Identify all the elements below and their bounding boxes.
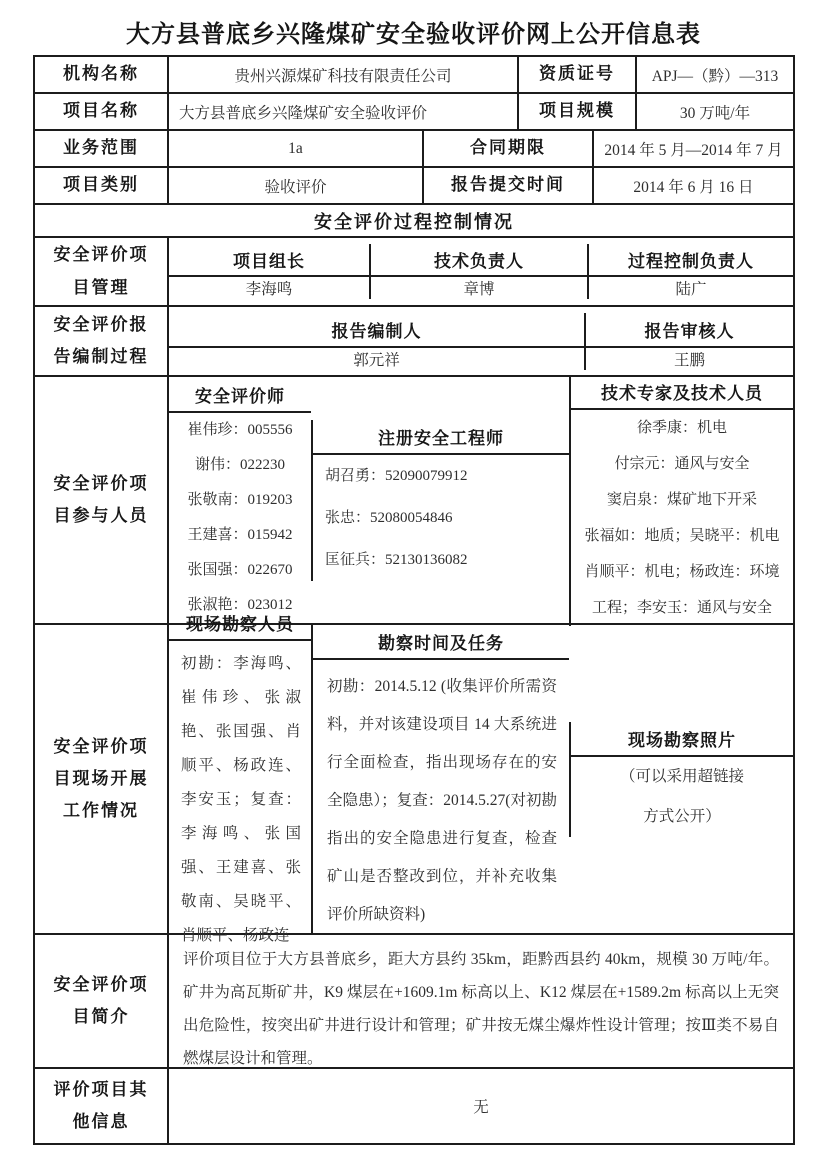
photos-note: （可以采用超链接 方式公开）	[619, 767, 744, 825]
summary-cell	[167, 935, 793, 1067]
site-col-schedule	[311, 625, 569, 934]
org-name-label: 机构名称	[63, 64, 139, 84]
tech-lead-value: 章博	[463, 281, 495, 298]
page-title: 大方县普底乡兴隆煤矿安全验收评价网上公开信息表	[126, 22, 701, 48]
report-author-header: 报告编制人	[169, 313, 584, 348]
report-reviewer-value: 王鹏	[673, 351, 705, 369]
table-row-org	[35, 57, 793, 94]
project-name-value: 大方县普底乡兴隆煤矿安全验收评价	[167, 94, 517, 129]
report-col-reviewer	[584, 313, 793, 370]
contract-period-value: 2014 年 5 月—2014 年 7 月	[592, 131, 793, 166]
table-row-site-work	[35, 614, 793, 944]
table-row-scope	[35, 131, 793, 168]
other-info-label: 评价项目其 他信息	[53, 1079, 149, 1131]
process-control-header: 过程控制负责人	[589, 244, 793, 277]
project-scale-label: 项目规模	[517, 94, 635, 129]
surveyors-text: 初勘：李海鸣、崔伟珍、张淑艳、张国强、肖顺平、杨政连、李安玉；复查：李海鸣、张国强、王建喜、张敬南、吴晓平、肖顺平、杨政连	[181, 654, 301, 944]
project-category-value: 验收评价	[167, 168, 422, 203]
management-col-process	[587, 244, 793, 299]
participants-col-engineers	[311, 420, 569, 581]
report-columns	[167, 307, 793, 375]
participants-col-experts	[569, 375, 793, 626]
table-row-management	[35, 238, 793, 307]
experts-header: 技术专家及技术人员	[571, 375, 793, 410]
site-work-columns	[167, 614, 793, 944]
cert-no-value: APJ—（黔）—313	[635, 57, 793, 92]
site-work-label: 安全评价项 目现场开展 工作情况	[53, 736, 149, 821]
management-label: 安全评价项 目管理	[53, 245, 149, 297]
table-row-report	[35, 307, 793, 377]
table-row-category	[35, 168, 793, 205]
management-col-leader	[169, 244, 369, 299]
section-title: 安全评价过程控制情况	[314, 211, 514, 232]
table-row-participants	[35, 377, 793, 625]
participants-label: 安全评价项 目参与人员	[53, 473, 149, 525]
evaluators-header: 安全评价师	[169, 378, 311, 413]
photos-header: 现场勘察照片	[571, 722, 793, 757]
schedule-text: 初勘：2014.5.12 (收集评价所需资料，并对该建设项目 14 大系统进行全面检查，指出现场存在的安全隐患）；复查：2014.5.27(对初勘指出的安全隐患进行复查，检查矿山是否整改到位，并补充收集评价所缺资料)	[327, 677, 557, 923]
participants-col-evaluators	[169, 378, 311, 623]
project-name-label: 项目名称	[63, 101, 139, 121]
surveyors-header: 现场勘察人员	[169, 606, 311, 641]
contract-period-label: 合同期限	[422, 131, 592, 166]
engineers-header: 注册安全工程师	[313, 420, 569, 455]
management-columns	[167, 238, 793, 305]
summary-text: 评价项目位于大方县普底乡，距大方县约 35km，距黔西县约 40km，规模 30 万吨/年。矿井为高瓦斯矿井，K9 煤层在+1609.1m 标高以上、K12 煤层在+1589.2m 标高以上无突出危险性，按突出矿井进行设计和管理；矿井按无煤尘爆炸性设计管理；按Ⅲ类不易自燃煤层设计和管理。	[183, 951, 779, 1067]
process-control-value: 陆广	[675, 281, 707, 298]
table-row-other	[35, 1069, 793, 1143]
org-name-value: 贵州兴源煤矿科技有限责任公司	[167, 57, 517, 92]
table-row-summary	[35, 935, 793, 1069]
engineers-list: 胡召勇：52090079912 张忠：52080054846 匡征兵：52130136082	[325, 467, 468, 568]
tech-lead-header: 技术负责人	[371, 244, 587, 277]
business-scope-value: 1a	[167, 131, 422, 166]
report-reviewer-header: 报告审核人	[586, 313, 793, 348]
table-row-project	[35, 94, 793, 131]
report-author-value: 郭元祥	[353, 351, 400, 369]
project-category-label: 项目类别	[63, 175, 139, 195]
report-submit-value: 2014 年 6 月 16 日	[592, 168, 793, 203]
evaluators-list: 崔伟珍：005556 谢伟：022230 张敬南：019203 王建喜：015942 张国强：022670 张淑艳：023012	[187, 421, 293, 613]
report-submit-label: 报告提交时间	[422, 168, 592, 203]
report-process-label: 安全评价报 告编制过程	[53, 314, 149, 366]
info-table	[33, 55, 795, 1145]
schedule-header: 勘察时间及任务	[313, 625, 569, 660]
project-leader-header: 项目组长	[169, 244, 369, 277]
report-col-author	[169, 313, 584, 370]
other-info-value: 无	[167, 1069, 793, 1143]
site-col-photos	[569, 722, 793, 837]
experts-list: 徐季康：机电 付宗元：通风与安全 窦启泉：煤矿地下开采 张福如：地质；吴晓平：机电 肖顺平：机电；杨政连：环境 工程；李安玉：通风与安全	[584, 419, 780, 616]
business-scope-label: 业务范围	[63, 138, 139, 158]
project-leader-value: 李海鸣	[245, 281, 293, 298]
project-scale-value: 30 万吨/年	[635, 94, 793, 129]
management-col-tech	[369, 244, 587, 299]
participants-columns	[167, 377, 793, 623]
summary-label: 安全评价项 目简介	[53, 974, 149, 1026]
site-col-surveyors	[169, 606, 311, 953]
table-row-section-header	[35, 205, 793, 238]
cert-no-label: 资质证号	[517, 57, 635, 92]
